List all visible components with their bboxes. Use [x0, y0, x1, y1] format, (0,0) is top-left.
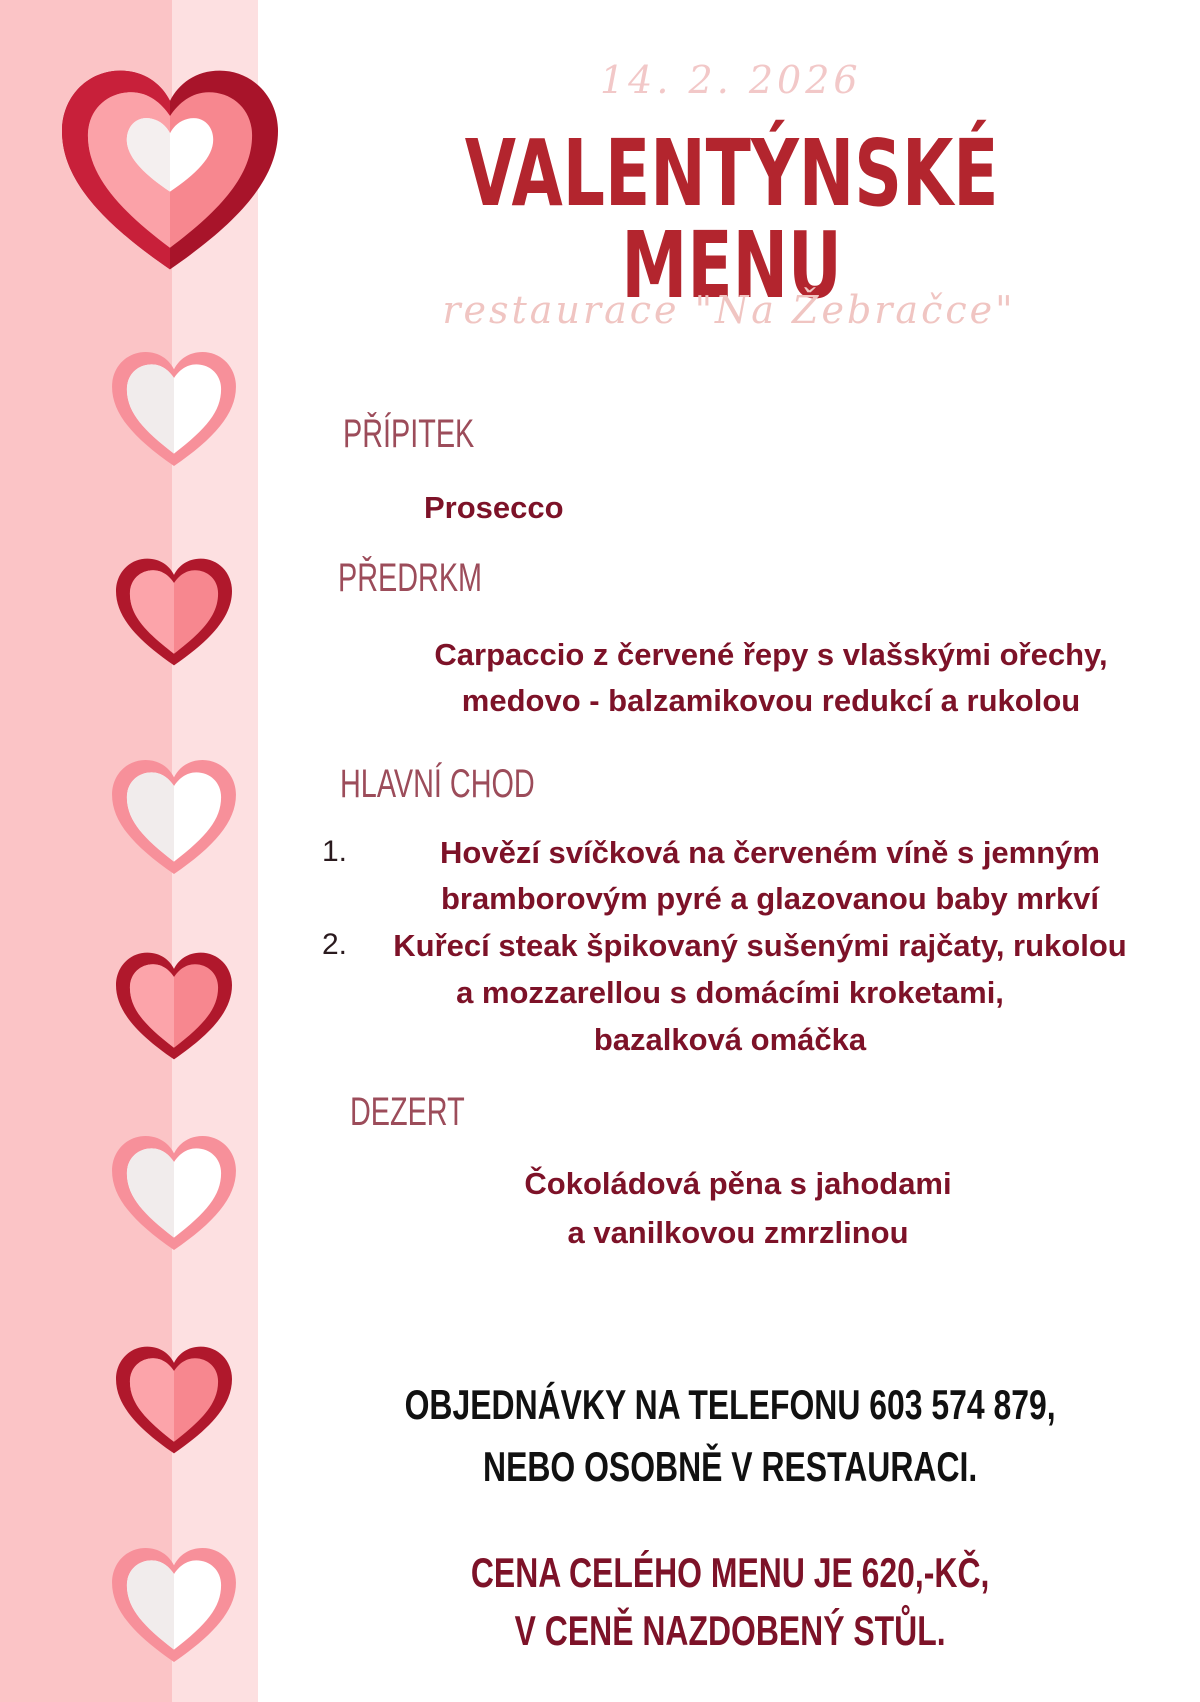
white-heart-icon — [112, 352, 236, 466]
price-info-line-2: V CENĚ NAZDOBENÝ STŮL. — [514, 1607, 946, 1654]
main-item-2-line-1: Kuřecí steak špikovaný sušenými rajčaty, rukolou — [393, 928, 1127, 963]
main-item-number-1: 1. — [322, 835, 348, 868]
price-info-line-1: CENA CELÉHO MENU JE 620,-KČ, — [470, 1549, 990, 1596]
order-info-line-1: OBJEDNÁVKY NA TELEFONU 603 574 879, — [404, 1381, 1056, 1428]
white-heart-icon — [112, 1136, 236, 1250]
main-item-2-line-3: bazalková omáčka — [593, 1022, 867, 1057]
dessert-line-1: Čokoládová pěna s jahodami — [524, 1166, 952, 1201]
main-item-1-line-2: bramborovým pyré a glazovanou baby mrkví — [440, 881, 1100, 916]
menu-title: VALENTÝNSKÉ MENU — [464, 120, 999, 319]
order-info-line-2: NEBO OSOBNĚ V RESTAURACI. — [483, 1443, 978, 1490]
restaurant-name: restaurace "Na Žebračce" — [442, 288, 1016, 332]
white-heart-icon — [112, 1548, 236, 1662]
toast-item: Prosecco — [424, 490, 564, 525]
red-heart-icon — [116, 1346, 232, 1454]
red-heart-icon — [116, 558, 232, 666]
starter-line-2: medovo - balzamikovou redukcí a rukolou — [461, 683, 1081, 718]
menu-date: 14. 2. 2026 — [600, 58, 862, 102]
section-heading-dessert: DEZERT — [350, 1090, 465, 1134]
main-item-2-line-2: a mozzarellou s domácími kroketami, — [456, 975, 1004, 1010]
starter-line-1: Carpaccio z červené řepy s vlašskými ořechy, — [434, 637, 1108, 672]
main-item-1-line-1: Hovězí svíčková na červeném víně s jemným — [440, 835, 1100, 870]
section-heading-main: HLAVNÍ CHOD — [340, 762, 535, 806]
large-heart-icon — [62, 70, 278, 270]
main-item-number-2: 2. — [322, 928, 348, 961]
section-heading-starter: PŘEDRKM — [338, 556, 483, 600]
red-heart-icon — [116, 952, 232, 1060]
dessert-line-2: a vanilkovou zmrzlinou — [567, 1215, 909, 1250]
section-heading-toast: PŘÍPITEK — [343, 412, 475, 456]
white-heart-icon — [112, 760, 236, 874]
